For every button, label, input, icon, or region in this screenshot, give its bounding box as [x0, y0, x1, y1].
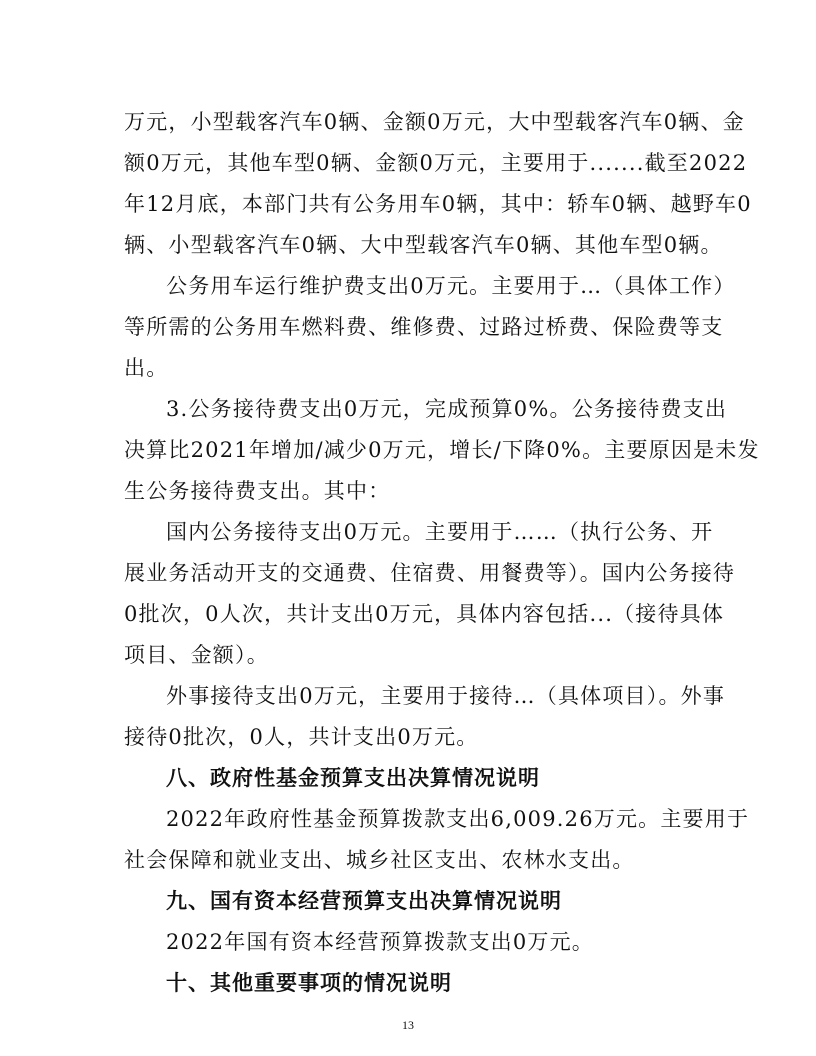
paragraph-line: 接待0批次，0人，共计支出0万元。 — [124, 725, 479, 749]
paragraph-line: 决算比2021年增加/减少0万元，增长/下降0%。主要原因是未发 — [124, 438, 760, 462]
paragraph-line: 3.公务接待费支出0万元，完成预算0%。公务接待费支出 — [166, 397, 728, 421]
paragraph-line: 生公务接待费支出。其中： — [124, 479, 391, 503]
paragraph-line: 辆、小型载客汽车0辆、大中型载客汽车0辆、其他车型0辆。 — [124, 233, 723, 257]
paragraph-line: 年12月底，本部门共有公务用车0辆，其中：轿车0辆、越野车0 — [124, 192, 752, 216]
paragraph-line: 2022年国有资本经营预算拨款支出0万元。 — [166, 930, 595, 954]
paragraph-line: 国内公务接待支出0万元。主要用于……（执行公务、开 — [166, 520, 714, 544]
paragraph-line: 公务用车运行维护费支出0万元。主要用于…（具体工作） — [166, 274, 736, 298]
paragraph-line: 社会保障和就业支出、城乡社区支出、农林水支出。 — [124, 848, 635, 872]
paragraph-line: 万元，小型载客汽车0辆、金额0万元，大中型载客汽车0辆、金 — [124, 110, 745, 134]
page-number: 13 — [402, 1018, 414, 1032]
paragraph-line: 外事接待支出0万元，主要用于接待…（具体项目）。外事 — [166, 684, 726, 708]
paragraph-line: 出。 — [124, 356, 169, 380]
paragraph-line: 等所需的公务用车燃料费、维修费、过路过桥费、保险费等支 — [124, 315, 724, 339]
paragraph-line: 项目、金额）。 — [124, 643, 269, 667]
paragraph-line: 展业务活动开支的交通费、住宿费、用餐费等）。国内公务接待 — [124, 561, 736, 585]
paragraph-line: 2022年政府性基金预算拨款支出6,009.26万元。主要用于 — [166, 807, 750, 831]
section-heading-10: 十、其他重要事项的情况说明 — [166, 971, 452, 995]
paragraph-line: 额0万元，其他车型0辆、金额0万元，主要用于.......截至2022 — [124, 151, 748, 175]
section-heading-9: 九、国有资本经营预算支出决算情况说明 — [166, 889, 562, 913]
section-heading-8: 八、政府性基金预算支出决算情况说明 — [166, 766, 540, 790]
paragraph-line: 0批次，0人次，共计支出0万元，具体内容包括...（接待具体 — [124, 602, 725, 626]
